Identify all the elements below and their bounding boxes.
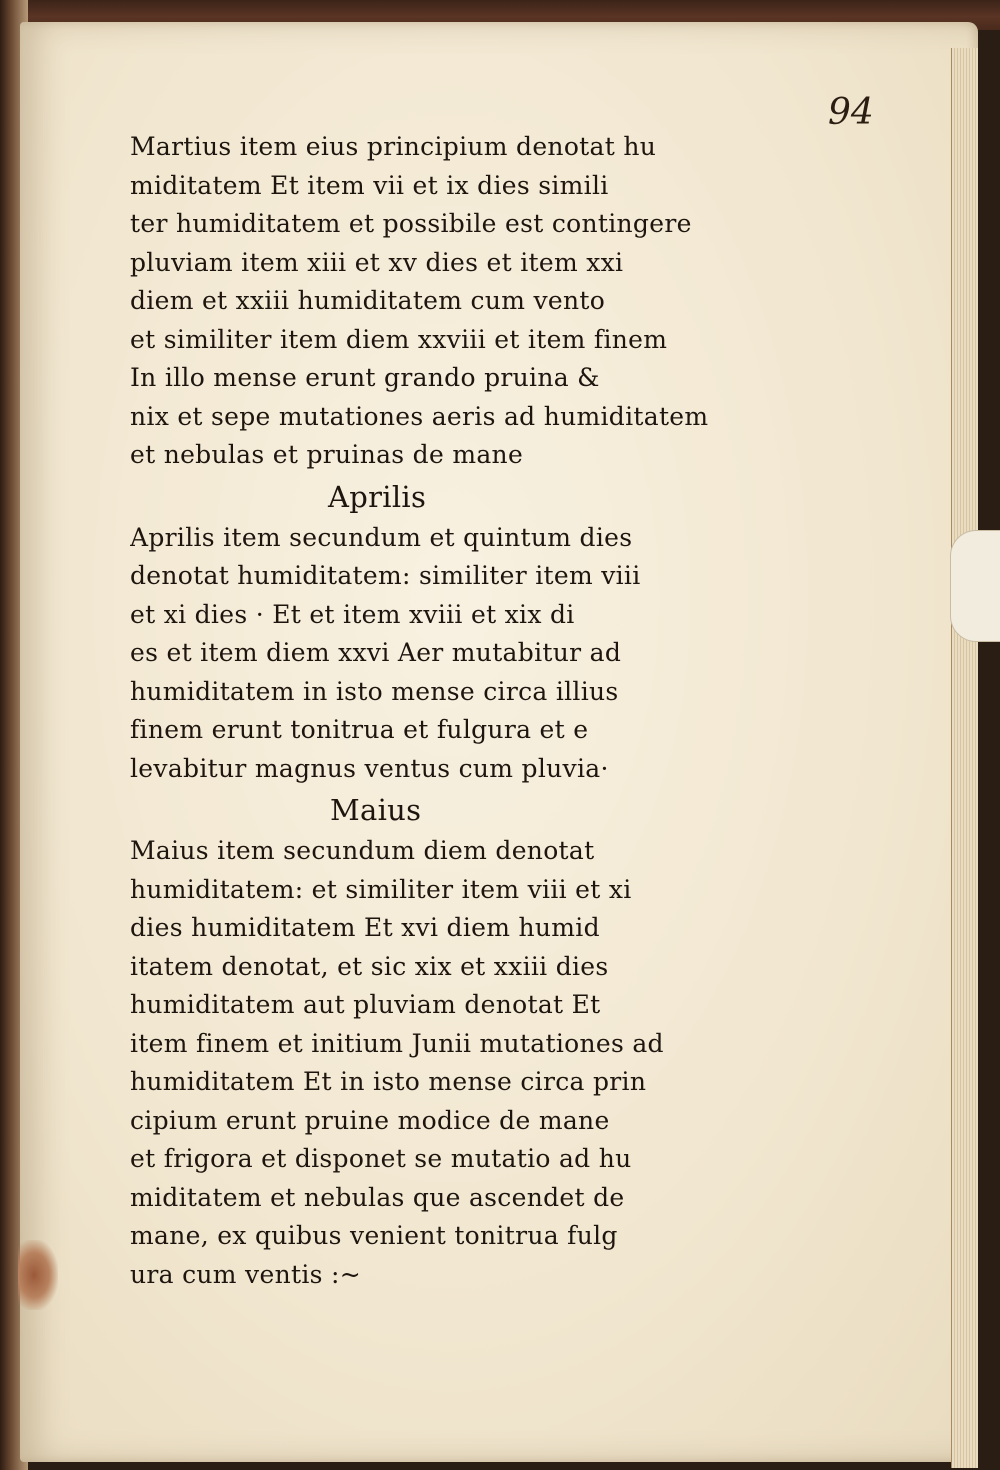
text-line: et xi dies · Et et item xviii et xix di <box>130 599 575 629</box>
text-line: diem et xxiii humiditatem cum vento <box>130 286 606 315</box>
page-edge <box>951 48 978 1468</box>
folio-number: 94 <box>828 92 874 133</box>
section-heading-maius: Maius <box>330 793 422 827</box>
text-line: miditatem et nebulas que ascendet de <box>130 1182 625 1212</box>
text-line: levabitur magnus ventus cum pluvia· <box>130 753 609 783</box>
text-line: item finem et initium Junii mutationes ad <box>130 1028 664 1058</box>
text-line: itatem denotat, et sic xix et xxiii dies <box>130 951 609 981</box>
text-line: ter humiditatem et possibile est contingere <box>130 209 692 238</box>
text-line: et nebulas et pruinas de mane <box>130 440 524 469</box>
text-line: ura cum ventis :~ <box>130 1259 361 1289</box>
page-stain <box>18 1240 58 1310</box>
section-maius <box>130 832 810 1294</box>
text-line: et frigora et disponet se mutatio ad hu <box>130 1144 632 1173</box>
text-line: miditatem Et item vii et ix dies simili <box>130 170 609 200</box>
text-line: In illo mense erunt grando pruina & <box>130 363 600 392</box>
text-line: humiditatem: et similiter item viii et xi <box>130 874 632 904</box>
text-line: humiditatem Et in isto mense circa prin <box>130 1067 647 1096</box>
text-line: humiditatem aut pluviam denotat Et <box>130 990 601 1019</box>
text-line: pluviam item xiii et xv dies et item xxi <box>130 247 624 277</box>
section-aprilis <box>130 519 810 789</box>
text-line: et similiter item diem xxviii et item finem <box>130 324 668 354</box>
section-heading-aprilis: Aprilis <box>328 479 427 514</box>
page-tab <box>950 530 1000 642</box>
section-martius <box>130 128 810 475</box>
text-line: mane, ex quibus venient tonitrua fulg <box>130 1221 618 1250</box>
manuscript-text <box>130 128 810 1294</box>
text-line: humiditatem in isto mense circa illius <box>130 676 619 706</box>
text-line: nix et sepe mutationes aeris ad humiditatem <box>130 401 709 431</box>
text-line: denotat humiditatem: similiter item viii <box>130 561 641 590</box>
text-line: finem erunt tonitrua et fulgura et e <box>130 715 589 744</box>
text-line: dies humiditatem Et xvi diem humid <box>130 913 600 942</box>
text-line: es et item diem xxvi Aer mutabitur ad <box>130 638 622 667</box>
text-line: cipium erunt pruine modice de mane <box>130 1105 610 1135</box>
text-line: Maius item secundum diem denotat <box>130 836 595 865</box>
text-line: Martius item eius principium denotat hu <box>130 132 657 161</box>
text-line: Aprilis item secundum et quintum dies <box>130 522 633 552</box>
